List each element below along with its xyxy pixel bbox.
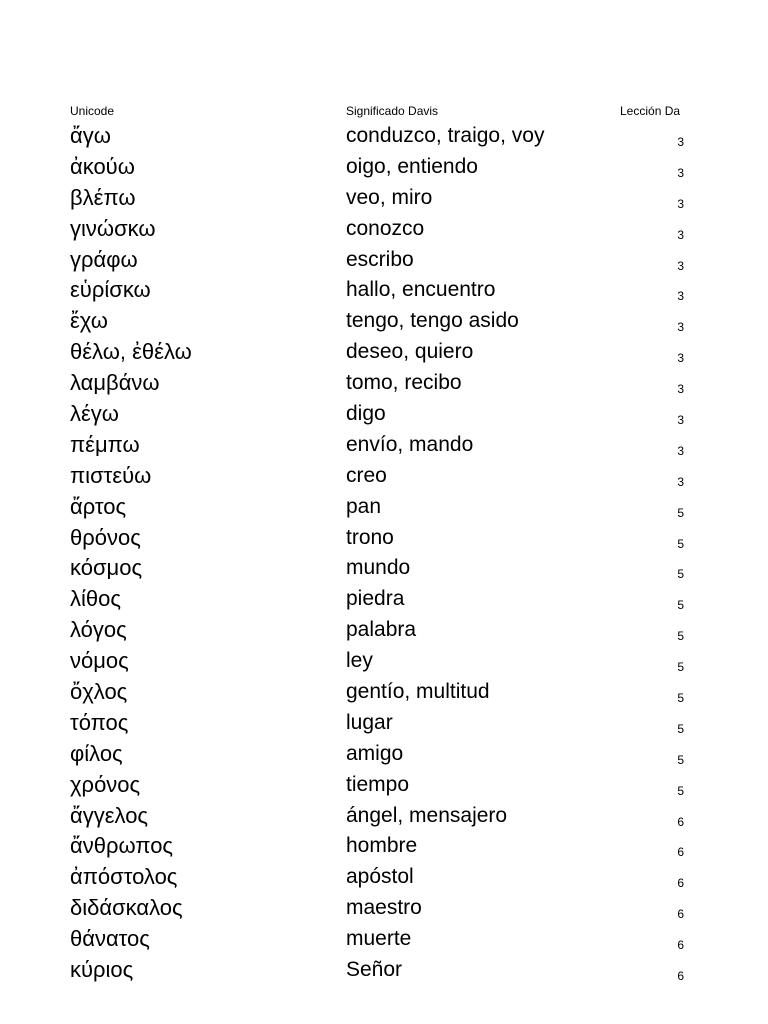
lesson-number: 6: [677, 907, 684, 922]
spanish-meaning: apóstol: [346, 865, 414, 889]
table-row: [0, 924, 768, 955]
greek-word: θάνατος: [70, 926, 150, 952]
spanish-meaning: pan: [346, 494, 382, 518]
lesson-number: 6: [677, 876, 684, 891]
table-row: [0, 337, 768, 368]
lesson-number: 3: [677, 165, 684, 180]
spanish-meaning: ángel, mensajero: [346, 803, 508, 827]
lesson-number: 3: [677, 320, 684, 335]
spanish-meaning: tiempo: [346, 772, 410, 796]
table-row: [0, 893, 768, 924]
greek-word: πιστεύω: [70, 462, 152, 488]
greek-word: λέγω: [70, 401, 119, 427]
spanish-meaning: hallo, encuentro: [346, 278, 496, 302]
spanish-meaning: tengo, tengo asido: [346, 309, 519, 333]
spanish-meaning: Señor: [346, 958, 403, 982]
greek-word: διδάσκαλος: [70, 895, 183, 921]
spanish-meaning: mundo: [346, 556, 411, 580]
table-row: [0, 430, 768, 461]
table-row: [0, 646, 768, 677]
spanish-meaning: deseo, quiero: [346, 340, 474, 364]
header-lesson: Lección Da: [620, 104, 681, 118]
spanish-meaning: digo: [346, 402, 386, 426]
spanish-meaning: muerte: [346, 927, 412, 951]
spanish-meaning: tomo, recibo: [346, 371, 462, 395]
greek-word: κόσμος: [70, 555, 143, 581]
lesson-number: 6: [677, 969, 684, 984]
lesson-number: 3: [677, 413, 684, 428]
table-row: [0, 615, 768, 646]
lesson-number: 3: [677, 135, 684, 149]
lesson-number: 3: [677, 227, 684, 242]
greek-word: γινώσκω: [70, 215, 156, 241]
greek-word: ὄχλος: [70, 679, 128, 705]
greek-word: λαμβάνω: [70, 370, 160, 396]
spanish-meaning: trono: [346, 525, 394, 549]
table-row: [0, 152, 768, 183]
table-row: [0, 862, 768, 893]
table-row: [0, 183, 768, 214]
header-unicode: Unicode: [70, 104, 115, 118]
spanish-meaning: piedra: [346, 587, 405, 611]
lesson-number: 5: [677, 752, 684, 767]
greek-word: λόγος: [70, 617, 127, 643]
lesson-number: 3: [677, 351, 684, 366]
table-row: [0, 801, 768, 832]
greek-word: ἀκούω: [70, 153, 135, 179]
lesson-number: 5: [677, 721, 684, 736]
spanish-meaning: ley: [346, 649, 373, 673]
spanish-meaning: lugar: [346, 710, 393, 734]
greek-word: ἔχω: [70, 308, 108, 334]
table-row: [0, 677, 768, 708]
table-row: [0, 121, 768, 152]
lesson-number: 6: [677, 845, 684, 860]
lesson-number: 3: [677, 289, 684, 304]
lesson-number: 5: [677, 567, 684, 582]
table-row: [0, 553, 768, 584]
lesson-number: 5: [677, 629, 684, 644]
greek-word: λίθος: [70, 586, 121, 612]
lesson-number: 3: [677, 443, 684, 458]
spanish-meaning: conduzco, traigo, voy: [346, 124, 545, 147]
table-row: [0, 770, 768, 801]
greek-word: τόπος: [70, 709, 129, 735]
vocabulary-rows: [0, 121, 768, 986]
table-row: [0, 492, 768, 523]
spanish-meaning: palabra: [346, 618, 417, 642]
table-row: [0, 831, 768, 862]
greek-word: χρόνος: [70, 771, 141, 797]
spanish-meaning: maestro: [346, 896, 422, 920]
lesson-number: 3: [677, 196, 684, 211]
greek-word: ἄγω: [70, 123, 111, 148]
greek-word: ἄρτος: [70, 493, 127, 519]
greek-word: ἄγγελος: [70, 802, 149, 828]
greek-word: φίλος: [70, 740, 123, 766]
spanish-meaning: amigo: [346, 741, 404, 765]
greek-word: εὑρίσκω: [70, 277, 151, 303]
lesson-number: 3: [677, 258, 684, 273]
header-meaning: Significado Davis: [346, 104, 439, 118]
table-row: [0, 275, 768, 306]
lesson-number: 5: [677, 505, 684, 520]
table-row: [0, 955, 768, 986]
lesson-number: 5: [677, 660, 684, 675]
greek-word: βλέπω: [70, 184, 136, 210]
lesson-number: 5: [677, 598, 684, 613]
table-row: [0, 584, 768, 615]
table-row: [0, 306, 768, 337]
lesson-number: 6: [677, 938, 684, 953]
lesson-number: 3: [677, 474, 684, 489]
greek-word: πέμπω: [70, 431, 140, 457]
greek-word: θρόνος: [70, 524, 141, 550]
table-row: [0, 461, 768, 492]
spanish-meaning: hombre: [346, 834, 418, 858]
spanish-meaning: conozco: [346, 216, 425, 240]
table-row: [0, 399, 768, 430]
greek-word: γράφω: [70, 246, 138, 272]
lesson-number: 5: [677, 783, 684, 798]
lesson-number: 5: [677, 691, 684, 706]
table-row: [0, 523, 768, 554]
column-header-row: [0, 104, 768, 122]
table-row: [0, 368, 768, 399]
greek-word: νόμος: [70, 648, 129, 674]
spanish-meaning: oigo, entiendo: [346, 154, 478, 178]
greek-word: θέλω, ἐθέλω: [70, 339, 192, 365]
spanish-meaning: gentío, multitud: [346, 680, 490, 704]
greek-word: ἀπόστολος: [70, 864, 178, 890]
table-row: [0, 739, 768, 770]
lesson-number: 3: [677, 382, 684, 397]
spanish-meaning: creo: [346, 463, 387, 487]
spanish-meaning: escribo: [346, 247, 414, 271]
spanish-meaning: veo, miro: [346, 185, 433, 209]
spanish-meaning: envío, mando: [346, 432, 474, 456]
table-row: [0, 245, 768, 276]
lesson-number: 5: [677, 536, 684, 551]
table-row: [0, 214, 768, 245]
greek-word: ἄνθρωπος: [70, 833, 174, 859]
greek-word: κύριος: [70, 957, 134, 983]
table-row: [0, 708, 768, 739]
lesson-number: 6: [677, 814, 684, 829]
